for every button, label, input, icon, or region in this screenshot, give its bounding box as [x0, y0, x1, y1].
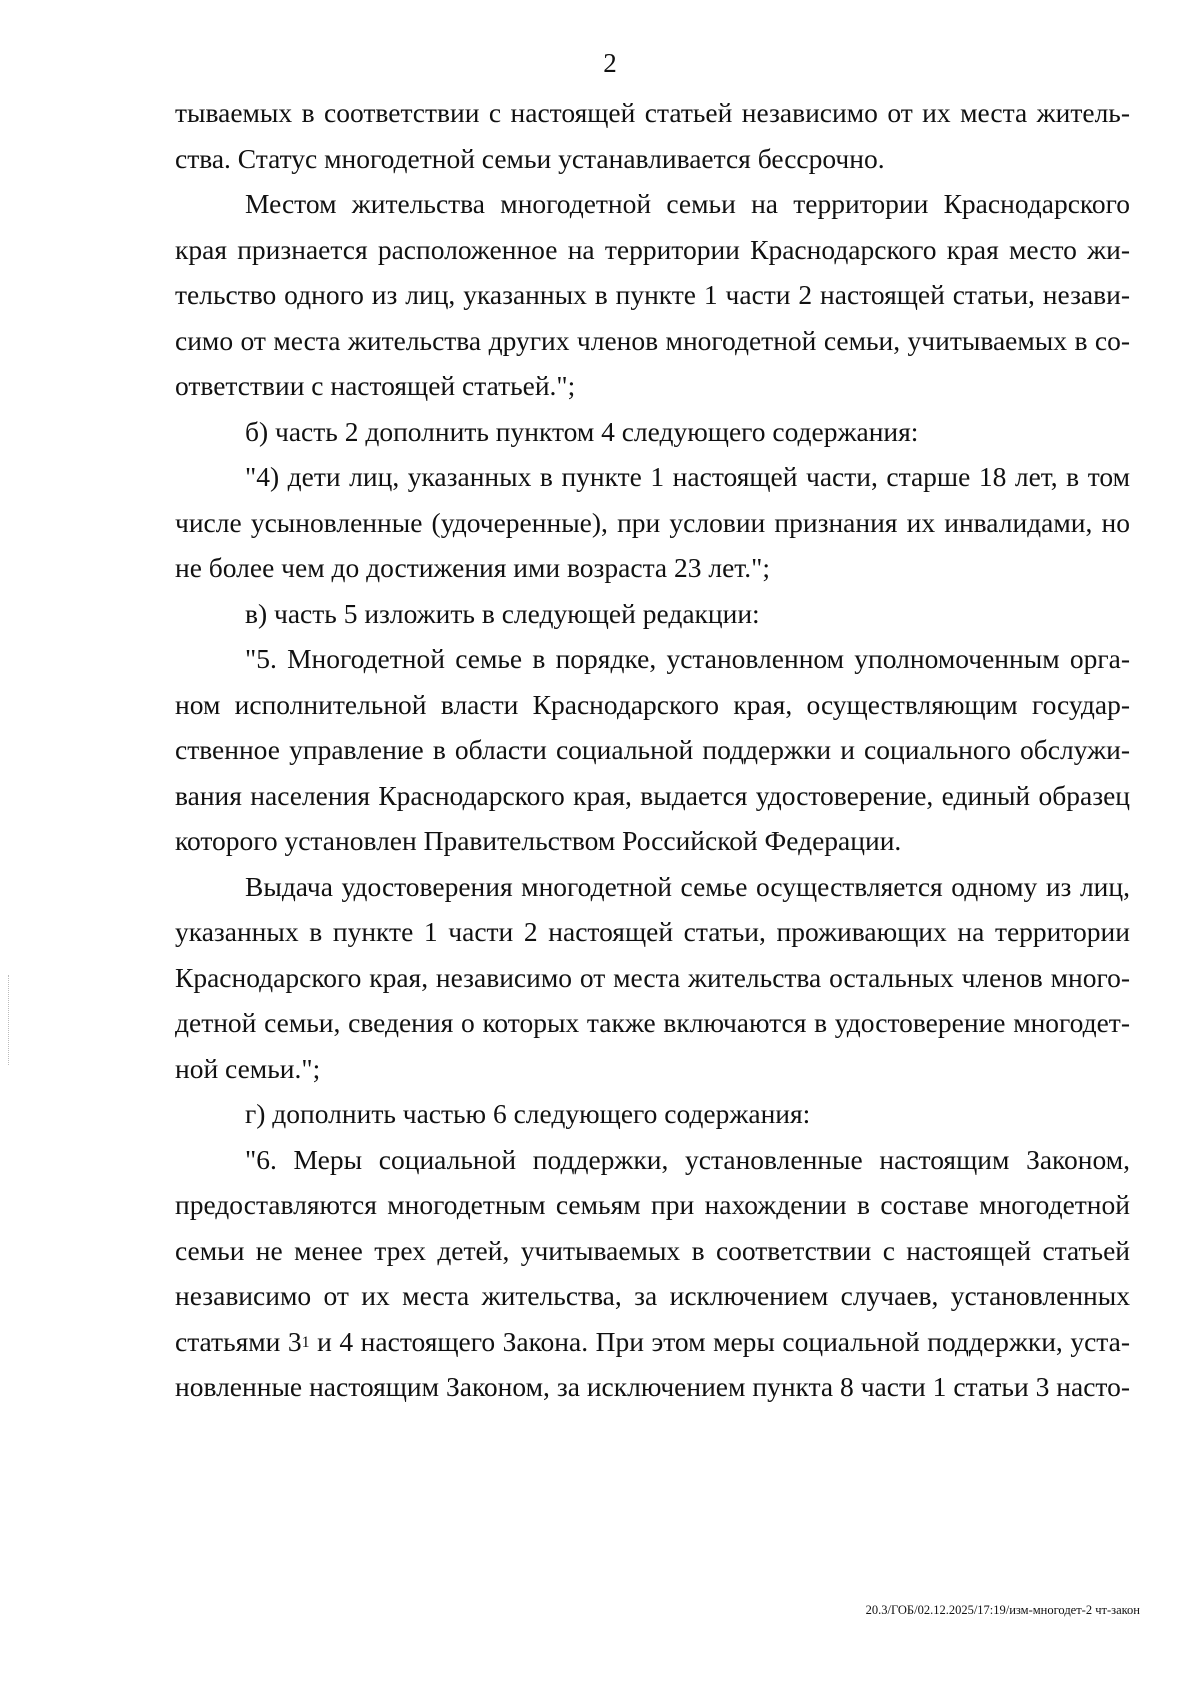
- text-line: "5. Многодетной семье в порядке, установленном уполномоченным орга-: [245, 643, 1130, 674]
- text-line: тельство одного из лиц, указанных в пункте 1 части 2 настоящей статьи, незави-: [175, 279, 1130, 310]
- line-segment: и 4 настоящего Закона. При этом меры социальной поддержки, уста-: [309, 1326, 1130, 1357]
- text-line: "6. Меры социальной поддержки, установленные настоящим Законом,: [245, 1144, 1130, 1175]
- text-line: Выдача удостоверения многодетной семье осуществляется одному из лиц,: [245, 871, 1130, 902]
- text-line: б) часть 2 дополнить пунктом 4 следующего содержания:: [245, 416, 919, 447]
- text-line: новленные настоящим Законом, за исключением пункта 8 части 1 статьи 3 насто-: [175, 1371, 1130, 1402]
- text-line: не более чем до достижения ими возраста 23 лет.";: [175, 552, 770, 583]
- text-line: которого установлен Правительством Российской Федерации.: [175, 825, 902, 856]
- text-line: ном исполнительной власти Краснодарского края, осуществляющим государ-: [175, 689, 1130, 720]
- text-line: [175, 1324, 1130, 1360]
- text-line: семьи не менее трех детей, учитываемых в соответствии с настоящей статьей: [175, 1235, 1130, 1266]
- text-line: ства. Статус многодетной семьи устанавливается бессрочно.: [175, 143, 885, 174]
- text-line: ответствии с настоящей статьей.";: [175, 370, 576, 401]
- text-line: г) дополнить частью 6 следующего содержания:: [245, 1098, 811, 1129]
- page-number: 2: [603, 48, 617, 78]
- text-line: предоставляются многодетным семьям при нахождении в составе многодетной: [175, 1189, 1130, 1220]
- text-line: указанных в пункте 1 части 2 настоящей статьи, проживающих на территории: [175, 916, 1130, 947]
- text-line: вания населения Краснодарского края, выдается удостоверение, единый образец: [175, 780, 1130, 811]
- text-line: ственное управление в области социальной поддержки и социального обслужи-: [175, 734, 1130, 765]
- scan-edge-mark: [8, 975, 10, 1065]
- text-line: числе усыновленные (удочеренные), при условии признания их инвалидами, но: [175, 507, 1130, 538]
- text-line: тываемых в соответствии с настоящей статьей независимо от их места житель-: [175, 97, 1130, 128]
- text-line: Краснодарского края, независимо от места жительства остальных членов много-: [175, 962, 1130, 993]
- text-line: края признается расположенное на территории Краснодарского края место жи-: [175, 234, 1130, 265]
- superscript-index: 1: [301, 1334, 310, 1351]
- text-line: детной семьи, сведения о которых также включаются в удостоверение многодет-: [175, 1007, 1130, 1038]
- text-line: ной семьи.";: [175, 1053, 321, 1084]
- text-line: в) часть 5 изложить в следующей редакции:: [245, 598, 760, 629]
- text-line: независимо от их места жительства, за исключением случаев, установленных: [175, 1280, 1130, 1311]
- text-line: симо от места жительства других членов многодетной семьи, учитываемых в со-: [175, 325, 1130, 356]
- text-line: "4) дети лиц, указанных в пункте 1 настоящей части, старше 18 лет, в том: [245, 461, 1130, 492]
- line-segment: статьями 3: [175, 1326, 302, 1357]
- footer-document-code: 20.3/ГОБ/02.12.2025/17:19/изм-многодет-2 чт-закон: [865, 1603, 1140, 1617]
- text-line: Местом жительства многодетной семьи на территории Краснодарского: [245, 188, 1130, 219]
